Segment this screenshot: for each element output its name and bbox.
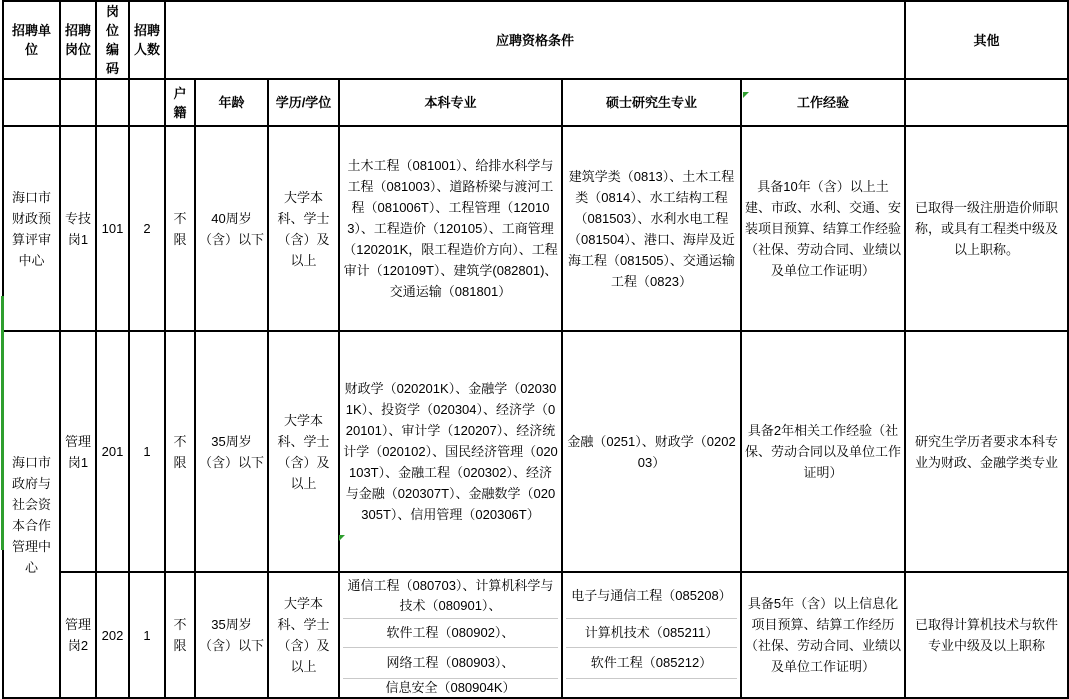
excel-error-indicator-icon xyxy=(339,535,345,541)
excel-error-indicator-icon xyxy=(743,92,749,98)
cell-experience: 具备10年（含）以上土建、市政、水利、交通、安装项目预算、结算工作经验（社保、劳动合同、业绩以及单位工作证明） xyxy=(741,126,905,331)
bachelor-segment: 软件工程（080902）、 xyxy=(343,619,558,648)
master-segment: 电子与通信工程（085208） xyxy=(566,574,737,619)
cell-hukou: 不限 xyxy=(165,572,195,698)
cell-bachelor: 财政学（020201K）、金融学（020301K）、投资学（020304）、经济学（020101）、审计学（120207）、经济统计学（020102）、国民经济管理（020103T）、金融工程（020302）、经济与金融（020307T）、金融数学（020305T）、信用管理（020306T） xyxy=(339,331,562,572)
header-experience: 工作经验 xyxy=(741,79,905,126)
cell-bachelor: 土木工程（081001）、给排水科学与工程（081003）、道路桥梁与渡河工程（081006T）、工程管理（120103）、工程造价（120105）、工商管理（120201K，限工程造价方向）、工程审计（120109T）、建筑学(082801)、交通运输（081801） xyxy=(339,126,562,331)
cell-hukou: 不限 xyxy=(165,126,195,331)
table-row xyxy=(3,331,1068,572)
cell-unit: 海口市政府与社会资本合作管理中心 xyxy=(3,331,60,698)
master-segment xyxy=(566,679,737,696)
cell-count: 1 xyxy=(129,572,165,698)
bachelor-segment: 网络工程（080903）、 xyxy=(343,648,558,679)
header-row-1 xyxy=(3,1,1068,79)
cell-master: 金融（0251）、财政学（020203） xyxy=(562,331,741,572)
header-empty-cell xyxy=(129,79,165,126)
header-empty-cell xyxy=(905,79,1068,126)
cell-code: 101 xyxy=(96,126,129,331)
header-unit: 招聘单位 xyxy=(3,1,60,79)
cell-unit: 海口市财政预算评审中心 xyxy=(3,126,60,331)
header-empty-cell xyxy=(96,79,129,126)
cell-post: 专技岗1 xyxy=(60,126,96,331)
cell-other: 已取得一级注册造价师职称，或具有工程类中级及以上职称。 xyxy=(905,126,1068,331)
cell-master: 建筑学类（0813）、土木工程类（0814）、水工结构工程（081503）、水利水电工程（081504）、港口、海岸及近海工程（081505）、交通运输工程（0823） xyxy=(562,126,741,331)
cell-age: 40周岁（含）以下 xyxy=(195,126,268,331)
bachelor-segment: 通信工程（080703）、计算机科学与技术（080901）、 xyxy=(343,574,558,619)
bachelor-segment: 信息安全（080904K） xyxy=(385,679,516,695)
cell-post: 管理岗1 xyxy=(60,331,96,572)
table-row xyxy=(3,572,1068,698)
header-master: 硕士研究生专业 xyxy=(562,79,741,126)
cell-other: 已取得计算机技术与软件专业中级及以上职称 xyxy=(905,572,1068,698)
header-bachelor: 本科专业 xyxy=(339,79,562,126)
header-row-2 xyxy=(3,79,1068,126)
header-other: 其他 xyxy=(905,1,1068,79)
header-hukou: 户籍 xyxy=(165,79,195,126)
table-row xyxy=(3,126,1068,331)
header-empty-cell xyxy=(60,79,96,126)
selection-edge-line xyxy=(1,296,4,550)
cell-degree: 大学本科、学士（含）及以上 xyxy=(268,572,339,698)
cell-other: 研究生学历者要求本科专业为财政、金融学类专业 xyxy=(905,331,1068,572)
cell-experience: 具备2年相关工作经验（社保、劳动合同以及单位工作证明） xyxy=(741,331,905,572)
header-count: 招聘人数 xyxy=(129,1,165,79)
cell-count: 1 xyxy=(129,331,165,572)
cell-hukou: 不限 xyxy=(165,331,195,572)
header-age: 年龄 xyxy=(195,79,268,126)
cell-degree: 大学本科、学士（含）及以上 xyxy=(268,331,339,572)
header-degree: 学历/学位 xyxy=(268,79,339,126)
cell-master xyxy=(562,572,741,698)
recruitment-table xyxy=(2,0,1069,699)
cell-degree: 大学本科、学士（含）及以上 xyxy=(268,126,339,331)
cell-count: 2 xyxy=(129,126,165,331)
cell-experience: 具备5年（含）以上信息化项目预算、结算工作经历（社保、劳动合同、业绩以及单位工作证明） xyxy=(741,572,905,698)
header-post: 招聘岗位 xyxy=(60,1,96,79)
cell-code: 202 xyxy=(96,572,129,698)
cell-age: 35周岁（含）以下 xyxy=(195,331,268,572)
cell-bachelor xyxy=(339,572,562,698)
master-segment: 计算机技术（085211） xyxy=(566,619,737,648)
header-qualification: 应聘资格条件 xyxy=(165,1,905,79)
header-code: 岗位编码 xyxy=(96,1,129,79)
cell-post: 管理岗2 xyxy=(60,572,96,698)
header-empty-cell xyxy=(3,79,60,126)
master-segment: 软件工程（085212） xyxy=(566,648,737,679)
cell-age: 35周岁（含）以下 xyxy=(195,572,268,698)
cell-code: 201 xyxy=(96,331,129,572)
